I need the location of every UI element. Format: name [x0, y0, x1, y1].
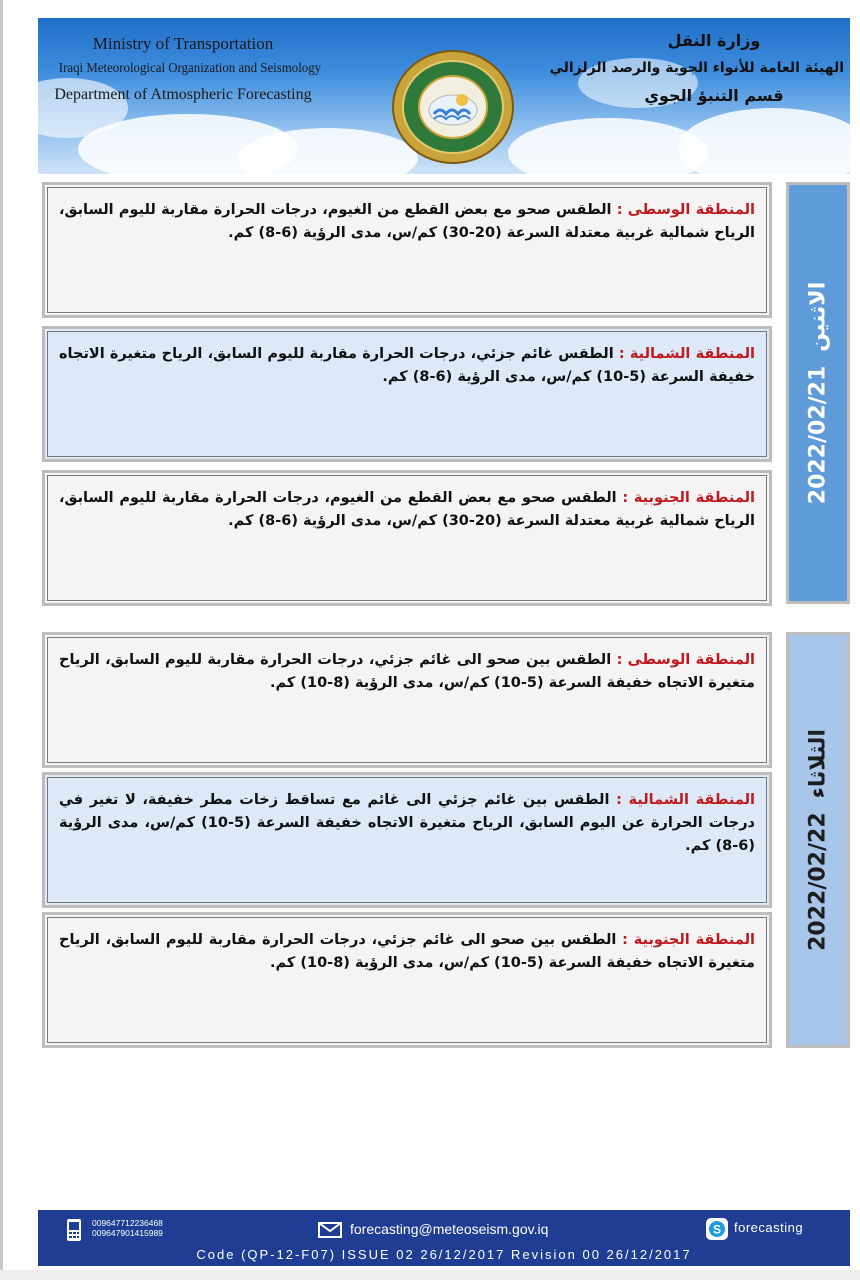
- forecast-box-day1-central: [42, 182, 772, 318]
- mobile-phone-icon: [66, 1218, 82, 1242]
- region-label: المنطقة الوسطى :: [616, 202, 755, 218]
- day1-date-bar: [786, 182, 850, 604]
- envelope-icon: [318, 1222, 342, 1238]
- day2-date-bar: [786, 632, 850, 1048]
- skype-handle[interactable]: forecasting: [734, 1220, 804, 1235]
- phone-number[interactable]: 009647712236468: [92, 1218, 163, 1228]
- forecast-box-day2-south: [42, 912, 772, 1048]
- forecast-box-day2-north: [42, 772, 772, 908]
- forecast-text: الطقس صحو مع بعض القطع من الغيوم، درجات الحرارة مقاربة لليوم السابق، الرياح شمالية غربية معتدلة السرعة (20-30) كم/س، مدى الرؤية (6-8) كم.: [59, 202, 755, 241]
- ministry-name-ar: وزارة النقل: [667, 31, 761, 50]
- bottom-margin-rule: [0, 1270, 860, 1280]
- day2-date: 2022/02/22: [805, 812, 831, 951]
- arabic-letterhead: [549, 28, 844, 110]
- phone-number[interactable]: 009647901415989: [92, 1228, 163, 1238]
- department-name-ar: قسم التنبؤ الجوي: [644, 86, 784, 105]
- day1-date-label: [806, 282, 831, 504]
- forecast-text: الطقس بين صحو الى غائم جزئي، درجات الحرارة مقاربة لليوم السابق، الرياح متغيرة الاتجاه خفيفة السرعة (5-10) كم/س، مدى الرؤية (8-10) كم.: [59, 652, 755, 691]
- forecast-text: الطقس غائم جزئي، درجات الحرارة مقاربة لليوم السابق، الرياح متغيرة الاتجاه خفيفة السرعة (5-10) كم/س، مدى الرؤية (6-8) كم.: [59, 346, 755, 385]
- department-name-en: Department of Atmospheric Forecasting: [54, 86, 312, 103]
- forecast-box-day1-north: [42, 326, 772, 462]
- organization-name-ar: الهيئة العامة للأنواء الجوية والرصد الزلزالي: [549, 60, 844, 76]
- forecast-text: الطقس بين غائم جزئي الى غائم مع تساقط زخات مطر خفيفة، لا تغير في درجات الحرارة عن اليوم السابق، الرياح متغيرة الاتجاه خفيفة السرعة (5-10) كم/س، مدى الرؤية (6-8) كم.: [59, 792, 755, 854]
- region-label: المنطقة الجنوبية :: [622, 932, 755, 948]
- email-link[interactable]: forecasting@meteoseism.gov.iq: [350, 1221, 549, 1237]
- english-letterhead: [48, 32, 322, 108]
- region-label: المنطقة الشمالية :: [618, 346, 755, 362]
- meteorology-seal-logo-icon: [390, 48, 516, 166]
- day2-name: الثلاثاء: [805, 729, 831, 799]
- day1-name: الاثنين: [805, 281, 831, 352]
- forecast-text: الطقس صحو مع بعض القطع من الغيوم، درجات الحرارة مقاربة لليوم السابق، الرياح شمالية غربية معتدلة السرعة (20-30) كم/س، مدى الرؤية (6-8) كم.: [59, 490, 755, 529]
- svg-text:S: S: [712, 1222, 722, 1237]
- ministry-name-en: Ministry of Transportation: [92, 34, 274, 53]
- letterhead-banner: [38, 18, 850, 174]
- region-label: المنطقة الوسطى :: [616, 652, 755, 668]
- region-label: المنطقة الجنوبية :: [622, 490, 755, 506]
- phone-numbers: [92, 1218, 163, 1238]
- contact-footer: [38, 1210, 850, 1266]
- forecast-box-day2-central: [42, 632, 772, 768]
- document-code-line: Code (QP-12-F07) ISSUE 02 26/12/2017 Revision 00 26/12/2017: [196, 1247, 692, 1262]
- region-label: المنطقة الشمالية :: [616, 792, 755, 808]
- cloud-shape: [678, 108, 850, 174]
- organization-name-en: Iraqi Meteorological Organization and Seismology: [58, 61, 322, 76]
- skype-icon: [706, 1218, 728, 1240]
- forecast-box-day1-south: [42, 470, 772, 606]
- day2-date-label: [806, 729, 831, 951]
- left-margin-rule: [0, 0, 3, 1280]
- forecast-text: الطقس بين صحو الى غائم جزئي، درجات الحرارة مقاربة لليوم السابق، الرياح متغيرة الاتجاه خفيفة السرعة (5-10) كم/س، مدى الرؤية (8-10) كم.: [59, 932, 755, 971]
- day1-date: 2022/02/21: [805, 365, 831, 505]
